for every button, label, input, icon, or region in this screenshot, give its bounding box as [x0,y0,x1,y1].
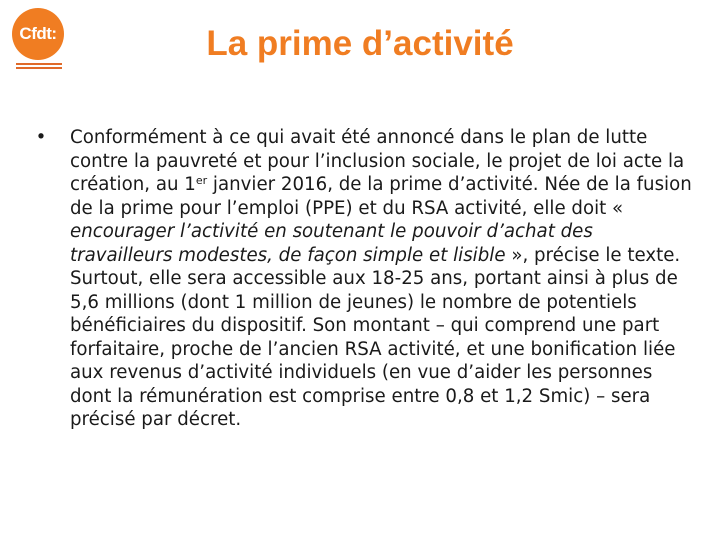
logo-tagline-line [16,67,62,69]
bullet-paragraph [70,126,694,432]
paragraph-text: Conformément à ce qui avait été annoncé dans le plan de lutte contre la pauvreté et pour l’inclusion sociale, le projet de loi acte la création, au 1 [70,127,685,195]
logo-text: Cfdt: [19,24,57,43]
bullet-icon: • [35,127,47,148]
slide-title: La prime d’activité [206,24,514,63]
bullet-item [34,126,694,432]
paragraph-text: janvier 2016, de la prime d’activité. Née de la fusion de la prime pour l’emploi (PPE) et du RSA activité, elle doit « [70,174,692,219]
slide-body [34,126,694,432]
superscript-er: er [195,174,208,187]
quoted-text: encourager l’activité en soutenant le pouvoir d’achat des travailleurs modestes, de façon simple et lisible [70,221,593,266]
paragraph-text: », précise le texte. Surtout, elle sera accessible aux 18-25 ans, portant ainsi à plus de 5,6 millions (dont 1 million de jeunes) le nombre de potentiels bénéficiaires du dispositif. Son montant – qui comprend une part forfaitaire, proche de l’ancien RSA activité, et une bonification liée aux revenus d’activité individuels (en vue d’aider les personnes dont la rémunération est comprise entre 0,8 et 1,2 Smic) – sera précisé par décret. [70,244,681,430]
